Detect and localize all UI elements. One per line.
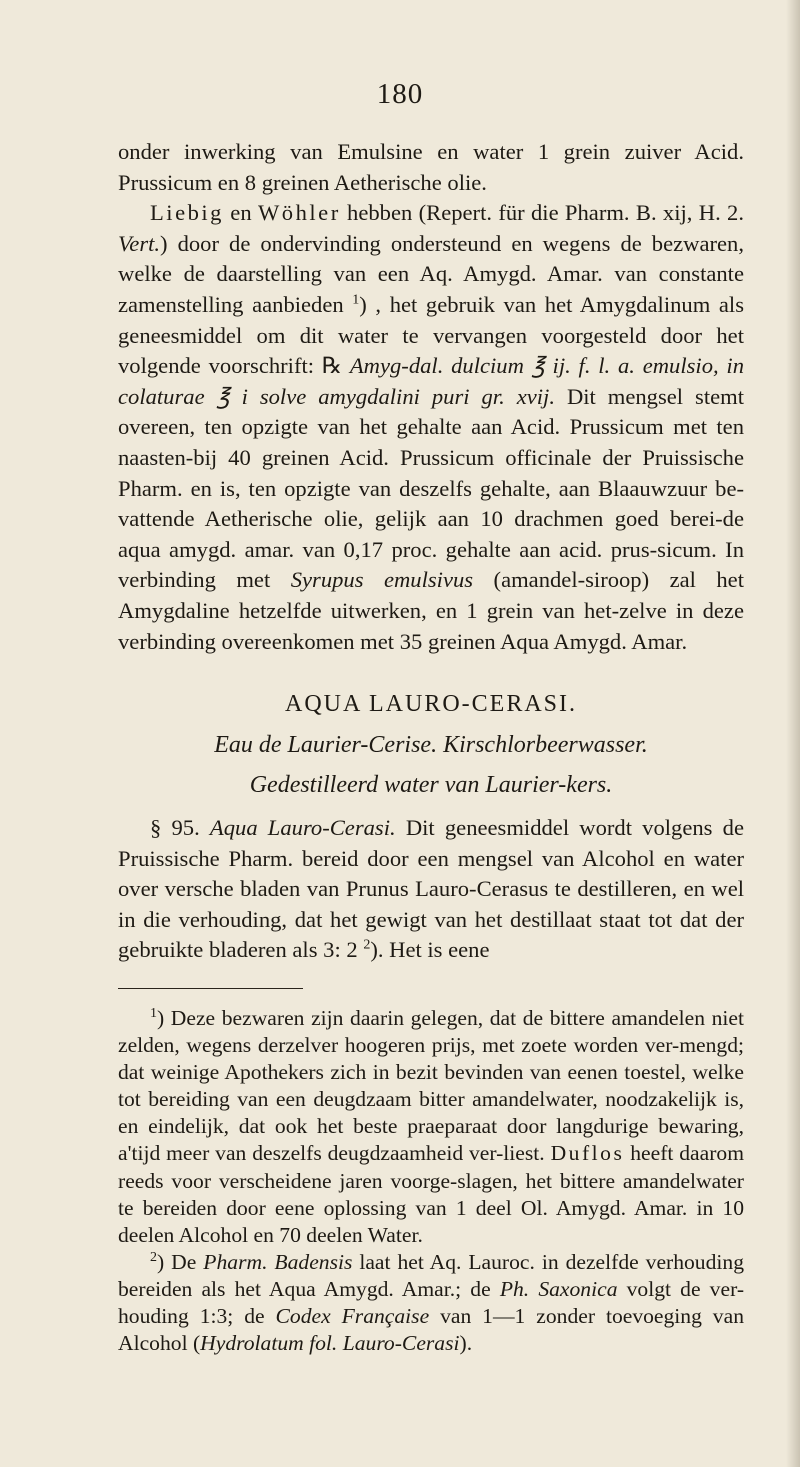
section-heading: AQUA LAURO-CERASI. [284,691,577,718]
author-liebig: Liebig [150,200,224,226]
footnotes [118,1005,744,1357]
author-duflos: Duflos [550,1141,625,1166]
paragraph-3: § 95. Aqua Lauro-Cerasi. Dit geneesmiddel wordt volgens de Pruissische Pharm. bereid door een mengsel van Alcohol en water over versche bladen van Prunus Lauro-Cerasus te destilleren, en wel in die verhouding, dat het gewigt van het destillaat staat tot dat der gebruikte bladeren als 3: 2 $^2$). Het is eene [118,815,744,963]
main-text [118,137,744,966]
footnote-marker-1: 1 [150,1005,157,1021]
vert-abbrev: Vert. [118,230,161,256]
page-edge-shadow [786,0,800,1467]
syrupus-term: Syrupus emulsivus [290,567,474,593]
footnote-ref-2: 2 [363,937,371,953]
footnote-ref-1: 1 [352,292,360,308]
section-subheading-2: Gedestilleerd water van Laurier-kers. [249,772,613,799]
recipe-text: Amyg-dal. dulcium ℥ ij. f. l. a. emulsio, in colaturae ℥ i solve amygdalini puri gr. xvij. [118,353,744,409]
page-number: 180 [376,78,424,110]
author-wohler: Wöhler [257,200,341,226]
footnote-1: $^1$) Deze bezwaren zijn daarin gelegen, dat de bittere amandelen niet zelden, wegens derzelver hoogeren prijs, met zoete worden ver-mengd; dat weinige Apothekers zich in bezit bevinden van eenen toestel, welke tot bereiding van een deugdzaam bitter amandelwater, noodzakelijk is, en eindelijk, dat ook het beste praeparaat door langdurige bewaring, a'tijd meer van deszelfs deugdzaamheid ver-liest. Duflos heeft daarom reeds voor verscheidene jaren voorge-slagen, het bittere amandelwater te bereiden door eene oplossing van 1 deel Ol. Amygd. Amar. in 10 deelen Alcohol en 70 deelen Water. [118,1005,744,1247]
paragraph-1: onder inwerking van Emulsine en water 1 grein zuiver Acid. Prussicum en 8 greinen Aetherische olie. [118,139,744,195]
footnote-separator [118,988,303,989]
section-title: Aqua Lauro-Cerasi. [209,815,396,841]
section-number: § 95. [150,815,210,841]
section-subheading-1: Eau de Laurier-Cerise. Kirschlorbeerwasser. [214,732,648,759]
footnote-2: $^2$) De Pharm. Badensis laat het Aq. Lauroc. in dezelfde verhouding bereiden als het Aqua Amygd. Amar.; de Ph. Saxonica volgt de ver-houding 1:3; de Codex Française van 1—1 zonder toevoeging van Alcohol (Hydrolatum fol. Lauro-Cerasi). [118,1249,745,1356]
paragraph-2: Liebig en Wöhler hebben (Repert. für die Pharm. B. xij, H. 2. Vert.) door de ondervinding ondersteund en wegens de bezwaren, welke de daarstelling van een Aq. Amygd. Amar. van constante zamenstelling aanbieden $^1$) , het gebruik van het Amygdalinum als geneesmiddel om dit water te vervangen voorgesteld door het volgende voorschrift: ℞ Amyg-dal. dulcium ℥ ij. f. l. a. emulsio, in colaturae ℥ i solve amygdalini puri gr. xvij. Dit mengsel stemt overeen, ten opzigte van het gehalte aan Acid. Prussicum met ten naasten-bij 40 greinen Acid. Prussicum officinale der Pruissische Pharm. en is, ten opzigte van deszelfs gehalte, aan Blaauwzuur be-vattende Aetherische olie, gelijk aan 10 drachmen goed berei-de aqua amygd. amar. van 0,17 proc. gehalte aan acid. prus-sicum. In verbinding met Syrupus emulsivus (amandel-siroop) zal het Amygdaline hetzelfde uitwerken, en 1 grein van het-zelve in deze verbinding overeenkomen met 35 greinen Aqua Amygd. Amar. [118,200,744,654]
footnote-marker-2: 2 [150,1249,157,1265]
